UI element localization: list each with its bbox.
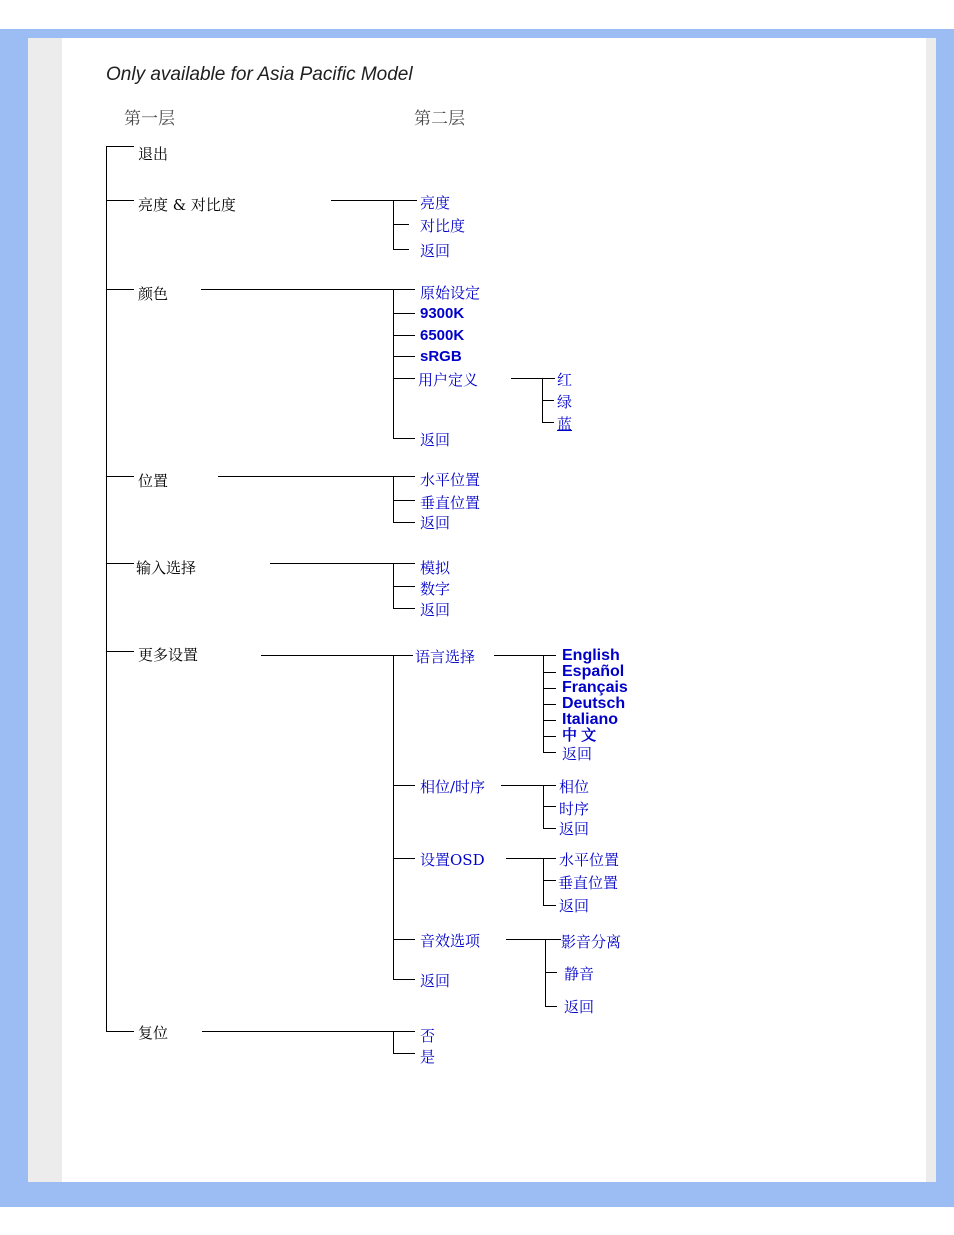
branch-line: [542, 422, 554, 423]
tree-trunk-line: [106, 146, 107, 1032]
branch-line: [543, 880, 556, 881]
submenu-audio[interactable]: 音效选项: [420, 932, 481, 950]
lang-english[interactable]: English: [562, 647, 620, 664]
connector-line: [201, 289, 415, 290]
connector-line: [501, 785, 556, 786]
branch-line: [542, 400, 554, 401]
submenu-original-setting[interactable]: 原始设定: [420, 284, 481, 302]
submenu-6500k[interactable]: 6500K: [420, 327, 465, 344]
lang-italiano[interactable]: Italiano: [562, 711, 619, 728]
submenu-av-separation[interactable]: 影音分离: [561, 933, 622, 951]
branch-line: [393, 586, 415, 587]
sub-trunk-line: [393, 1031, 394, 1053]
menu-more-settings[interactable]: 更多设置: [138, 646, 199, 664]
header-level1: 第一层: [124, 109, 175, 129]
submenu-blue[interactable]: 蓝: [557, 415, 573, 433]
submenu-phase-clock[interactable]: 相位/时序: [420, 778, 486, 796]
lang-deutsch[interactable]: Deutsch: [562, 695, 626, 712]
submenu-yes[interactable]: 是: [420, 1048, 436, 1066]
connector-line: [202, 1031, 415, 1032]
branch-line: [106, 289, 134, 290]
submenu-no[interactable]: 否: [420, 1027, 436, 1045]
branch-line: [393, 500, 415, 501]
branch-line: [393, 785, 415, 786]
lang-chinese[interactable]: 中 文: [562, 727, 597, 744]
submenu-language[interactable]: 语言选择: [415, 648, 476, 666]
branch-line: [393, 979, 415, 980]
branch-line: [543, 704, 556, 705]
sub-trunk-line: [393, 655, 394, 979]
submenu-osd-settings[interactable]: 设置OSD: [420, 851, 485, 869]
header-level2: 第二层: [414, 109, 465, 129]
menu-brightness-contrast[interactable]: 亮度 & 对比度: [138, 196, 236, 214]
branch-line: [545, 972, 557, 973]
branch-line: [393, 313, 415, 314]
branch-line: [393, 438, 415, 439]
branch-line: [543, 752, 556, 753]
branch-line: [393, 939, 415, 940]
submenu-clock[interactable]: 时序: [559, 800, 590, 818]
branch-line: [106, 476, 134, 477]
submenu-back[interactable]: 返回: [420, 972, 451, 990]
sub-trunk-line: [393, 289, 394, 438]
submenu-back[interactable]: 返回: [564, 998, 595, 1016]
page-title: Only available for Asia Pacific Model: [106, 64, 413, 85]
submenu-red[interactable]: 红: [557, 371, 573, 389]
menu-position[interactable]: 位置: [138, 472, 169, 490]
submenu-back[interactable]: 返回: [420, 601, 451, 619]
connector-line: [218, 476, 415, 477]
branch-line: [393, 224, 409, 225]
branch-line: [393, 522, 415, 523]
submenu-back[interactable]: 返回: [420, 431, 451, 449]
submenu-phase[interactable]: 相位: [559, 778, 590, 796]
connector-line: [261, 655, 413, 656]
menu-reset[interactable]: 复位: [138, 1024, 169, 1042]
branch-line: [393, 378, 415, 379]
lang-francais[interactable]: Français: [562, 679, 628, 696]
branch-line: [393, 1053, 415, 1054]
sub-trunk-line: [393, 476, 394, 522]
submenu-green[interactable]: 绿: [557, 393, 573, 411]
submenu-h-position[interactable]: 水平位置: [420, 471, 481, 489]
right-margin-bar: [926, 38, 936, 1182]
menu-input-select[interactable]: 输入选择: [136, 559, 197, 577]
submenu-back[interactable]: 返回: [562, 745, 593, 763]
sub-trunk-line: [543, 858, 544, 905]
submenu-9300k[interactable]: 9300K: [420, 305, 465, 322]
branch-line: [393, 335, 415, 336]
branch-line: [543, 736, 556, 737]
branch-line: [543, 688, 556, 689]
submenu-osd-v-position[interactable]: 垂直位置: [558, 874, 619, 892]
connector-line: [511, 378, 555, 379]
submenu-back[interactable]: 返回: [559, 820, 590, 838]
submenu-user-define[interactable]: 用户定义: [418, 371, 479, 389]
branch-line: [393, 608, 415, 609]
submenu-back[interactable]: 返回: [420, 514, 451, 532]
menu-exit[interactable]: 退出: [138, 145, 169, 163]
branch-line: [106, 651, 134, 652]
connector-line: [506, 939, 561, 940]
branch-line: [543, 672, 556, 673]
connector-line: [494, 655, 556, 656]
connector-line: [506, 858, 556, 859]
submenu-brightness[interactable]: 亮度: [420, 194, 451, 212]
submenu-digital[interactable]: 数字: [420, 580, 451, 598]
branch-line: [543, 828, 556, 829]
branch-line: [106, 563, 134, 564]
left-margin-bar: [28, 38, 62, 1182]
branch-line: [543, 720, 556, 721]
branch-line: [106, 1031, 134, 1032]
branch-line: [543, 905, 556, 906]
submenu-osd-h-position[interactable]: 水平位置: [559, 851, 620, 869]
lang-espanol[interactable]: Español: [562, 663, 625, 680]
submenu-analog[interactable]: 模拟: [420, 559, 451, 577]
submenu-back[interactable]: 返回: [559, 897, 590, 915]
submenu-back[interactable]: 返回: [420, 242, 451, 260]
connector-line: [331, 200, 417, 201]
submenu-srgb[interactable]: sRGB: [420, 348, 462, 365]
branch-line: [545, 1006, 557, 1007]
branch-line: [106, 200, 134, 201]
branch-line: [393, 858, 415, 859]
branch-line: [393, 356, 415, 357]
branch-line: [393, 249, 409, 250]
branch-line: [106, 146, 134, 147]
branch-line: [543, 806, 556, 807]
submenu-mute[interactable]: 静音: [564, 965, 595, 983]
submenu-contrast[interactable]: 对比度: [420, 217, 466, 235]
submenu-v-position[interactable]: 垂直位置: [420, 494, 481, 512]
menu-color[interactable]: 颜色: [138, 285, 169, 303]
